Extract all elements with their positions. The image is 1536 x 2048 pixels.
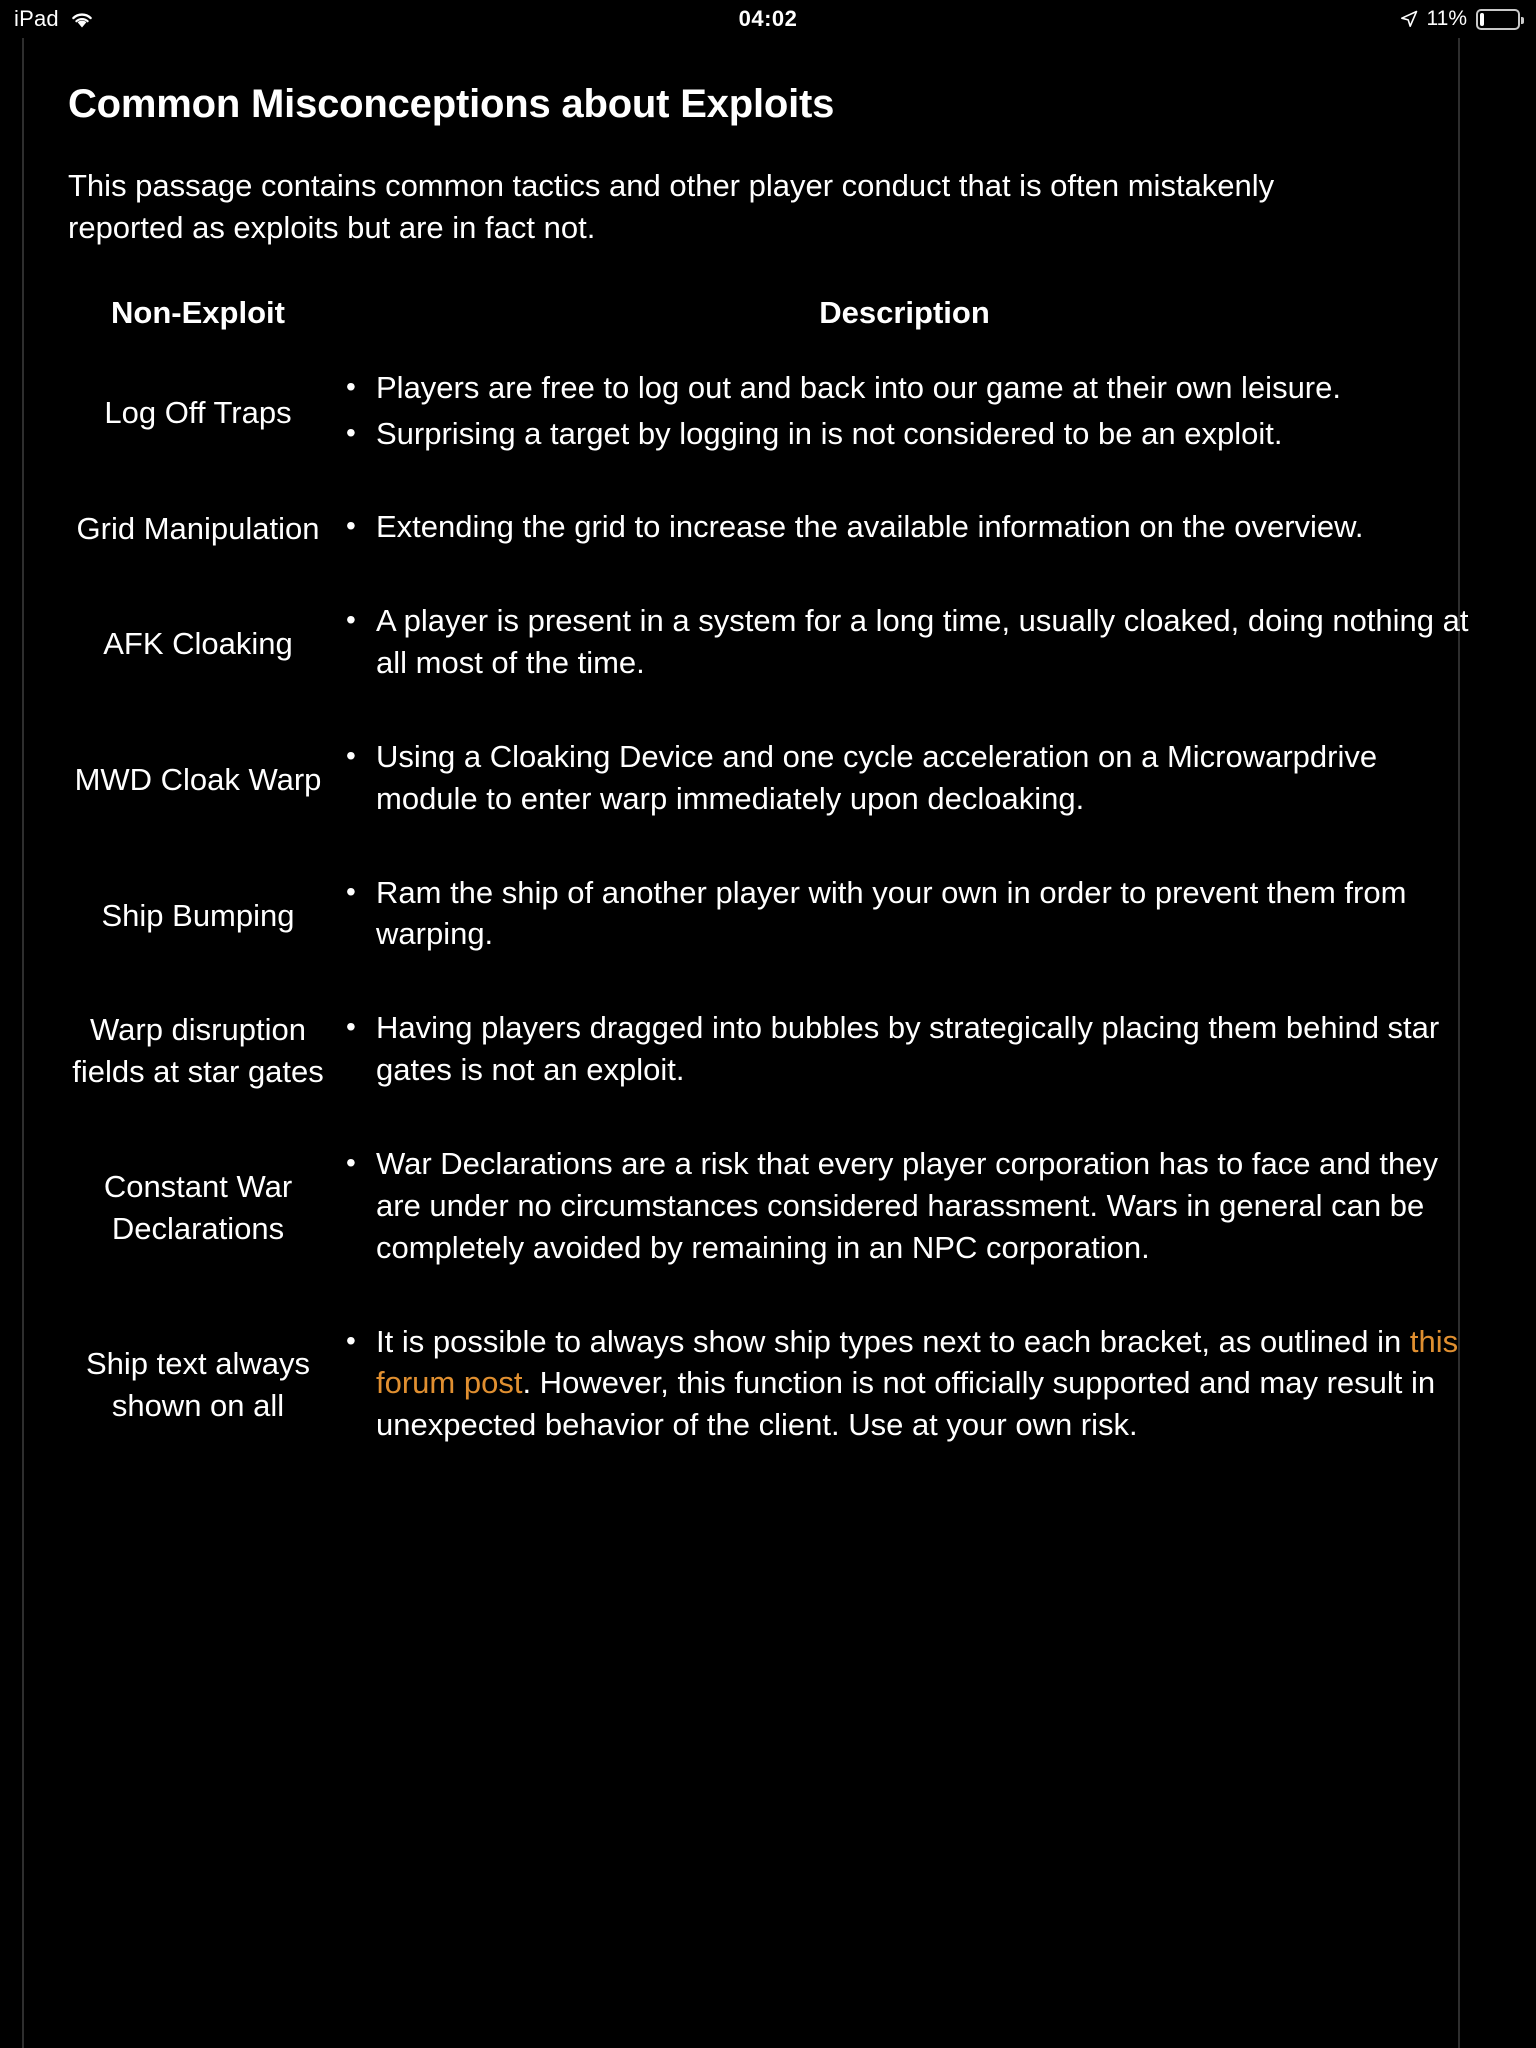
device-name: iPad xyxy=(14,6,59,31)
row-description xyxy=(328,712,1481,848)
row-description xyxy=(328,576,1481,712)
list-item xyxy=(376,1321,1481,1447)
row-term: Ship text always shown on all xyxy=(86,1346,310,1424)
document-content xyxy=(0,38,1536,1474)
row-term: Ship Bumping xyxy=(101,897,295,933)
table-row xyxy=(68,1119,1481,1297)
status-bar xyxy=(0,0,1536,38)
forum-post-link[interactable]: this forum post xyxy=(376,1323,1459,1401)
list-item: • Ram the ship of another player with your own in order to prevent them from warping. xyxy=(376,872,1481,956)
row-term: Constant War Declarations xyxy=(103,1168,293,1246)
row-description xyxy=(328,983,1481,1119)
row-description xyxy=(328,343,1481,483)
document-page xyxy=(0,38,1536,2048)
table-header-row xyxy=(68,295,1481,343)
table-row xyxy=(68,482,1481,576)
table-row xyxy=(68,712,1481,848)
battery-icon xyxy=(1476,9,1520,30)
row-description xyxy=(328,848,1481,984)
row-description xyxy=(328,1119,1481,1297)
list-item: • Using a Cloaking Device and one cycle acceleration on a Microwarpdrive module to enter warp immediately upon decloaking. xyxy=(376,736,1481,820)
misconceptions-table xyxy=(68,295,1481,1474)
list-item: • Players are free to log out and back into our game at their own leisure. xyxy=(376,367,1481,409)
list-item: • A player is present in a system for a long time, usually cloaked, doing nothing at all most of the time. xyxy=(376,600,1481,684)
table-row xyxy=(68,983,1481,1119)
list-item-text-after: . However, this function is not officially supported and may result in unexpected behavior of the client. Use at your own risk. xyxy=(376,1365,1436,1443)
table-row xyxy=(68,576,1481,712)
column-header-description: Description xyxy=(819,294,990,330)
table-row xyxy=(68,343,1481,483)
list-item: • Having players dragged into bubbles by strategically placing them behind star gates is not an exploit. xyxy=(376,1007,1481,1091)
page-title: Common Misconceptions about Exploits xyxy=(68,82,835,126)
table-row xyxy=(68,848,1481,984)
row-term: MWD Cloak Warp xyxy=(74,761,322,797)
list-item: • War Declarations are a risk that every player corporation has to face and they are under no circumstances considered harassment. Wars in general can be completely avoided by remaining in an NPC corporation. xyxy=(376,1143,1481,1269)
battery-percent-label: 11% xyxy=(1426,7,1467,30)
table-row xyxy=(68,1297,1481,1475)
row-term: AFK Cloaking xyxy=(103,626,293,662)
row-description xyxy=(328,482,1481,576)
status-bar-right xyxy=(1400,0,1520,38)
location-arrow-icon xyxy=(1400,10,1418,28)
row-term: Grid Manipulation xyxy=(76,511,320,547)
row-term: Warp disruption fields at star gates xyxy=(72,1012,324,1090)
intro-paragraph: This passage contains common tactics and other player conduct that is often mistakenly reported as exploits but are in fact not. xyxy=(68,168,1275,245)
list-item-text-before: It is possible to always show ship types next to each bracket, as outlined in xyxy=(376,1323,1410,1359)
list-item: • Surprising a target by logging in is not considered to be an exploit. xyxy=(376,413,1481,455)
row-description xyxy=(328,1297,1481,1475)
list-item: • Extending the grid to increase the available information on the overview. xyxy=(376,506,1481,548)
status-bar-clock: 04:02 xyxy=(738,6,798,31)
column-header-non-exploit: Non-Exploit xyxy=(111,294,285,330)
row-term: Log Off Traps xyxy=(104,394,292,430)
